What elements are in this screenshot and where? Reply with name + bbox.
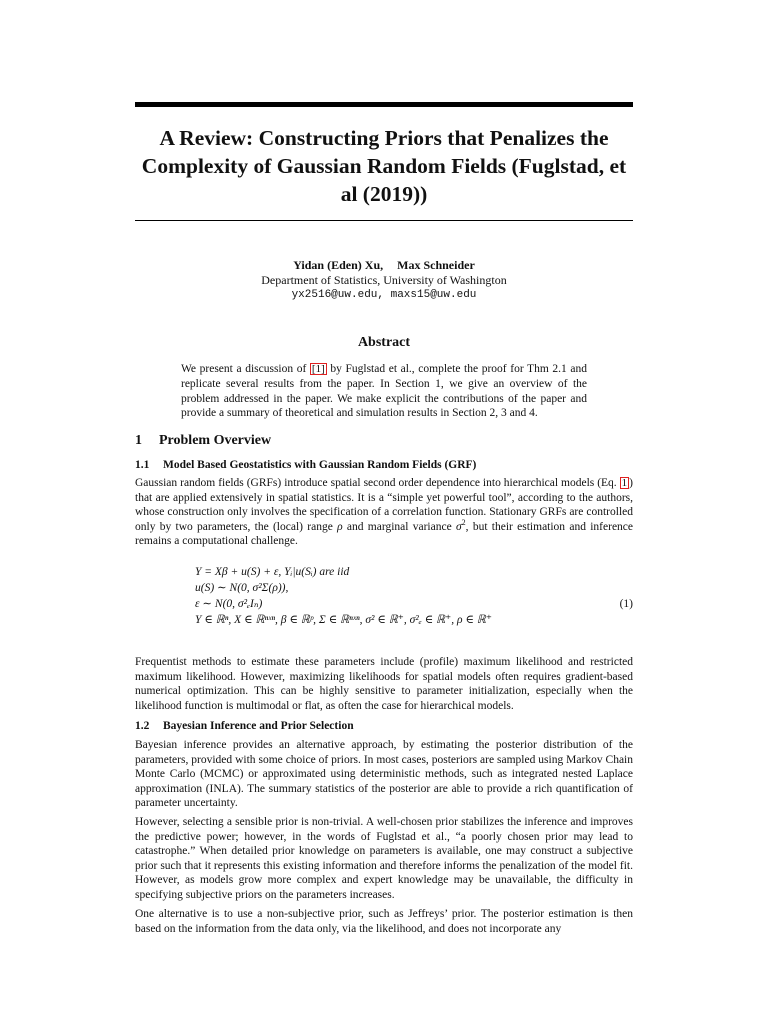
text-run: Gaussian random fields (GRFs) introduce spatial second order dependence into hierarchical models (Eq. (135, 477, 620, 489)
title-bottom-rule (135, 220, 633, 221)
author-1: Yidan (Eden) Xu, (293, 258, 384, 272)
subsection-title: Model Based Geostatistics with Gaussian Random Fields (GRF) (163, 459, 477, 471)
author-block (135, 258, 633, 303)
section-1-heading (135, 433, 633, 449)
equation-ref-link[interactable]: 1 (621, 477, 628, 489)
abstract-heading: Abstract (357, 335, 411, 350)
superscript: 2 (461, 517, 466, 527)
author-2: Max Schneider (397, 258, 475, 272)
section-number: 1 (135, 433, 142, 448)
title-top-rule (135, 102, 633, 107)
paper-title: A Review: Constructing Priors that Penalizes the Complexity of Gaussian Random Fields (Fuglstad, et al (2019)) (141, 126, 627, 206)
symbol-sigma: σ (455, 520, 462, 533)
paragraph-non-subjective: One alternative is to use a non-subjective prior, such as Jeffreys’ prior. The posterior estimation is then based on the information from the data only, via the likelihood, and does not incorporate any (135, 908, 633, 935)
subsection-title: Bayesian Inference and Prior Selection (163, 720, 354, 732)
paragraph-grf-intro (135, 476, 633, 549)
text-run: , but their estimation and inference remains a computational challenge. (135, 520, 634, 548)
subsection-1-1-heading (135, 459, 633, 471)
subsection-number: 1.1 (135, 459, 150, 471)
paragraph-frequentist: Frequentist methods to estimate these parameters include (profile) maximum likelihood and restricted maximum likelihood. However, maximizing likelihoods for spatial models often requires gradient-based numerical optimization. This can be highly sensitive to parameter initialization, especially when the likelihood function is multimodal or flat, as often the case for hierarchical models. (135, 656, 633, 712)
equation-line: Y = Xβ + u(S) + ε, Yᵢ|u(Sᵢ) are iid (195, 566, 350, 578)
equation-1 (195, 564, 633, 628)
paragraph-bayesian: Bayesian inference provides an alternative approach, by estimating the posterior distribution of the parameters, provided with some choice of priors. In most cases, posteriors are sampled using Markov Chain Monte Carlo (MCMC) or approximated using deterministic methods, such as integrated nested Laplace approximation (INLA). The summary statistics of the posterior are able to provide a rich quantification of parameter uncertainty. (135, 739, 633, 810)
text-run: ) that are applied extensively in spatial statistics. It is a “simple yet powerful tool”, according to the authors, whose construction only involves the specification of a correlation function. Stationary GRFs are controlled only by two parameters, the (local) range (135, 477, 633, 533)
paragraph-prior-selection: However, selecting a sensible prior is non-trivial. A well-chosen prior stabilizes the inference and improves the predictive power; however, in the words of Fuglstad et al., “a poorly chosen prior may lead to catastrophe.” When detailed prior knowledge on parameters is available, one may construct a subjective prior such that it represents this existing information and therefore informs the penalization of the model fit. However, as models grow more complex and expert knowledge may be unavailable, the difficulty in specifying subjective priors on the parameters increases. (135, 816, 633, 901)
equation-line: u(S) ∼ N(0, σ²Σ(ρ)), (195, 582, 289, 594)
author-names (135, 258, 633, 273)
equation-line: Y ∈ ℝⁿ, X ∈ ℝⁿˣⁿ, β ∈ ℝᵖ, Σ ∈ ℝⁿˣⁿ, σ² ∈ ℝ⁺, σ²ₑ ∈ ℝ⁺, ρ ∈ ℝ⁺ (195, 614, 492, 626)
citation-link[interactable]: [1] (311, 363, 325, 375)
text-run: and marginal variance (342, 520, 456, 533)
author-emails: yx2516@uw.edu, maxs15@uw.edu (291, 289, 477, 301)
abstract-text-end: by Fuglstad et al., complete the proof for Thm 2.1 and replicate several results from the paper. In Section 1, we give an overview of the problem addressed in the paper. We make explicit the contributions of the paper and provide a summary of theoretical and simulation results in Section 2, 3 and 4. (181, 363, 587, 420)
equation-line: ε ∼ N(0, σ²ₑIₙ) (195, 598, 263, 610)
section-title: Problem Overview (159, 433, 272, 448)
abstract-text-start: We present a discussion of (181, 363, 310, 375)
affiliation: Department of Statistics, University of Washington (261, 273, 507, 287)
symbol-rho: ρ (337, 520, 343, 533)
subsection-1-2-heading (135, 720, 633, 732)
equation-number: (1) (619, 598, 633, 610)
abstract-body (181, 362, 587, 421)
subsection-number: 1.2 (135, 720, 150, 732)
